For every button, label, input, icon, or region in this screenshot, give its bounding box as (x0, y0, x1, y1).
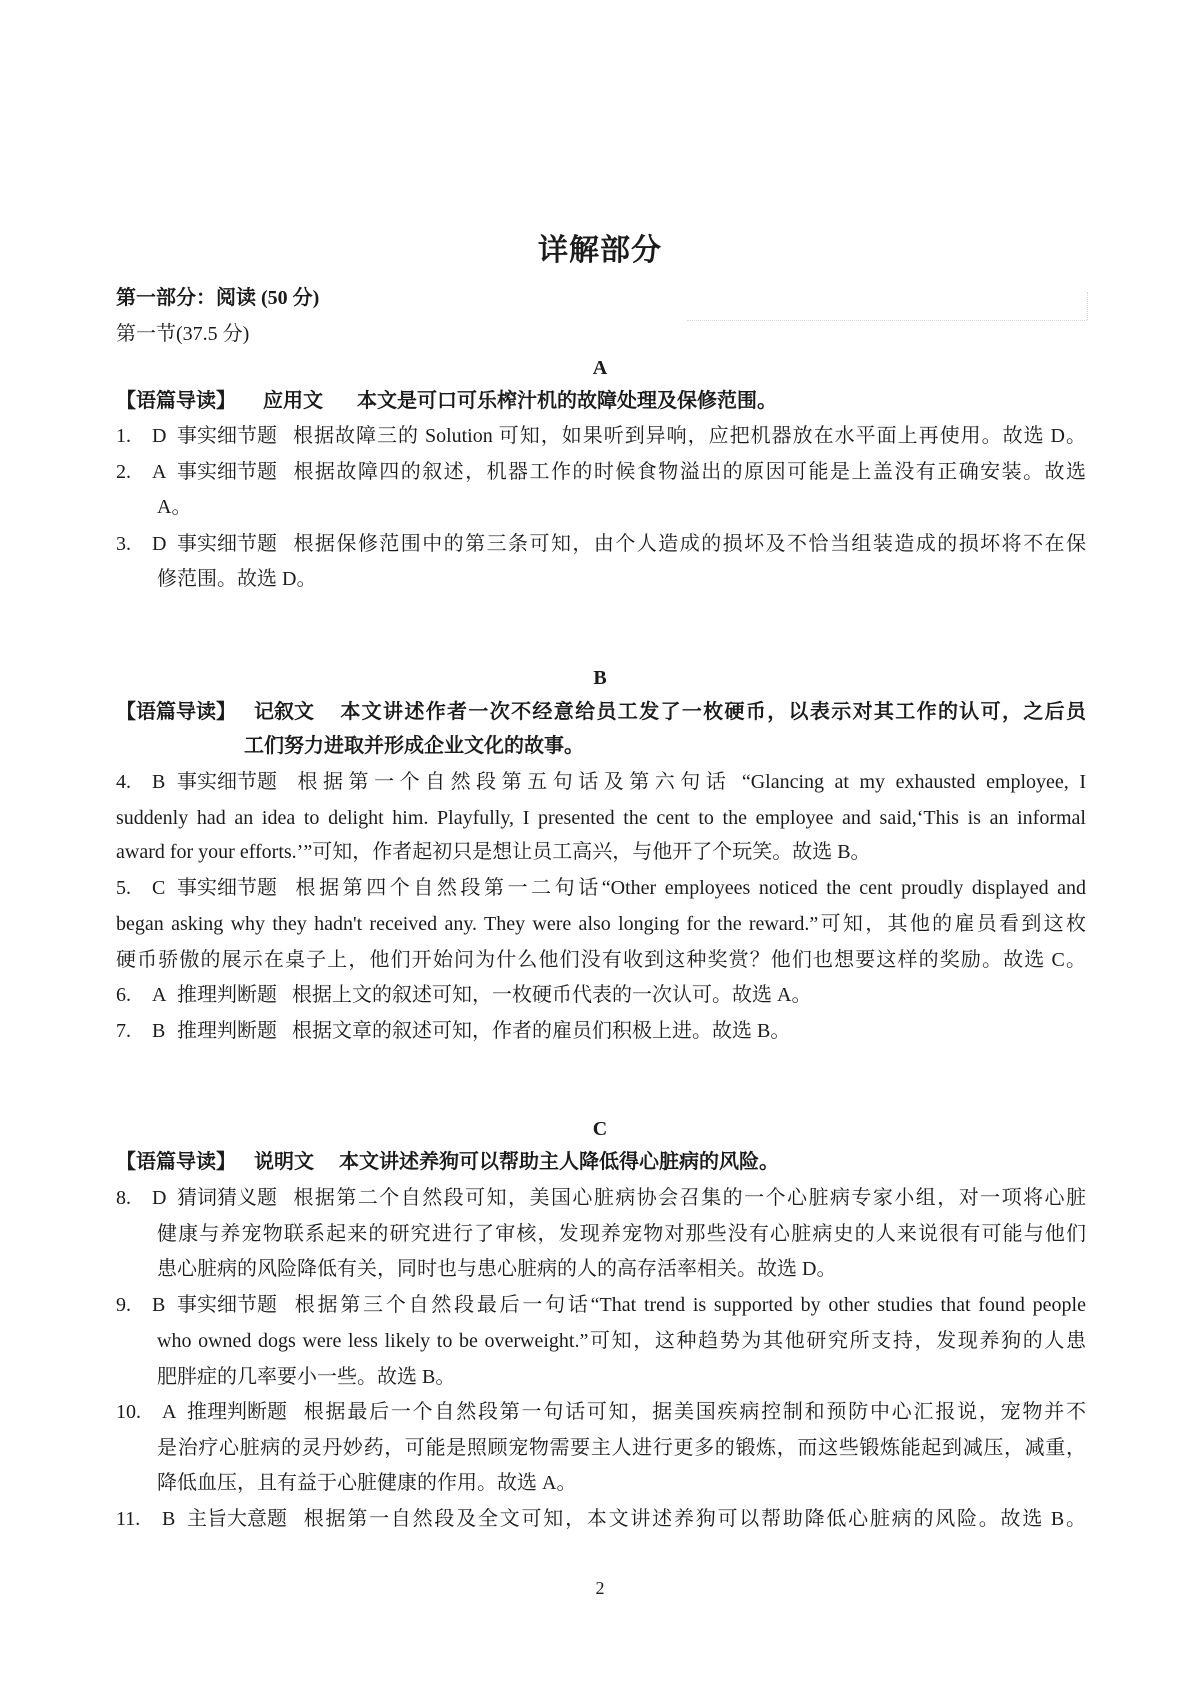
explanation-text: 根据上文的叙述可知，一枚硬币代表的一次认可。故选 A。 (292, 984, 812, 1006)
guide-genre: 说明文 (254, 1151, 314, 1173)
item-number: 5. (116, 877, 131, 899)
item-answer: B (152, 771, 166, 793)
passage-label: A (592, 357, 608, 379)
passage-guide (116, 694, 1086, 730)
explanation-text: 根据文章的叙述可知，作者的雇员们积极上进。故选 B。 (292, 1020, 791, 1042)
item-answer: B (162, 1508, 176, 1530)
item-5-line-2: began asking why they hadn't received any. They were also longing for the reward.”可知，其他的雇员看到这枚 (116, 913, 1086, 935)
item-2-line-1 (116, 454, 1086, 490)
explanation-text: 根据第二个自然段可知，美国心脏病协会召集的一个心脏病专家小组，对一项将心脏 (292, 1187, 1086, 1209)
item-4-line-2: suddenly had an idea to delight him. Playfully, I presented the cent to the employee and said,‘This is an informal (116, 807, 1086, 829)
passage-guide (116, 383, 1086, 419)
explanation-text: 根据故障四的叙述，机器工作的时候食物溢出的原因可能是上盖没有正确安装。故选 (292, 461, 1086, 483)
guide-text: 本文讲述养狗可以帮助主人降低得心脏病的风险。 (339, 1151, 779, 1173)
guide-text: 本文讲述作者一次不经意给员工发了一枚硬币，以表示对其工作的认可，之后员 (339, 701, 1086, 723)
page-number: 2 (595, 1578, 605, 1598)
explanation-text: 根据第四个自然段第一二句话“Other employees noticed the cent proudly displayed and (292, 877, 1086, 899)
passage-guide (116, 1144, 1086, 1180)
guide-genre: 应用文 (263, 390, 323, 412)
item-10-line-3: 降低血压，且有益于心脏健康的作用。故选 A。 (157, 1472, 577, 1494)
item-number: 11. (116, 1508, 141, 1530)
item-answer: A (162, 1401, 177, 1423)
item-number: 1. (116, 425, 131, 447)
question-type: 事实细节题 (177, 461, 277, 483)
item-number: 3. (116, 533, 131, 555)
dotted-rule-vertical (1087, 292, 1088, 320)
item-8-line-3: 患心脏病的风险降低有关，同时也与患心脏病的人的高存活率相关。故选 D。 (157, 1258, 837, 1280)
item-answer: B (152, 1020, 166, 1042)
item-number: 10. (116, 1401, 141, 1423)
explanation-text: 根据第一个自然段第五句话及第六句话 “Glancing at my exhausted employee, I (292, 771, 1086, 793)
guide-text: 本文是可口可乐榨汁机的故障处理及保修范围。 (357, 390, 777, 412)
item-6-line-1 (116, 977, 1086, 1013)
item-answer: B (152, 1294, 166, 1316)
item-11-line-1 (116, 1501, 1086, 1537)
item-9-line-2: who owned dogs were less likely to be overweight.”可知，这种趋势为其他研究所支持，发现养狗的人患 (157, 1330, 1086, 1352)
guide-label: 【语篇导读】 (116, 1151, 236, 1173)
item-number: 6. (116, 984, 131, 1006)
guide-label: 【语篇导读】 (116, 701, 236, 723)
explanation-text: 根据第一自然段及全文可知，本文讲述养狗可以帮助降低心脏病的风险。故选 B。 (302, 1508, 1086, 1530)
item-8-line-1 (116, 1180, 1086, 1216)
explanation-text: 根据第三个自然段最后一句话“That trend is supported by other studies that found people (292, 1294, 1086, 1316)
item-5-line-1 (116, 870, 1086, 906)
item-9-line-1 (116, 1287, 1086, 1323)
guide-text-line-2: 工们努力进取并形成企业文化的故事。 (244, 735, 584, 757)
explanation-text: 根据故障三的 Solution 可知，如果听到异响，应把机器放在水平面上再使用。故选 D。 (292, 425, 1086, 447)
question-type: 事实细节题 (177, 533, 277, 555)
item-answer: D (152, 425, 167, 447)
item-8-line-2: 健康与养宠物联系起来的研究进行了审核，发现养宠物对那些没有心脏病史的人来说很有可能与他们 (157, 1223, 1086, 1245)
item-answer: C (152, 877, 166, 899)
question-type: 推理判断题 (177, 1020, 277, 1042)
item-4-line-3: award for your efforts.’”可知，作者起初只是想让员工高兴，与他开了个玩笑。故选 B。 (116, 841, 871, 863)
guide-genre: 记叙文 (254, 701, 314, 723)
item-number: 9. (116, 1294, 131, 1316)
question-type: 事实细节题 (177, 771, 277, 793)
question-type: 主旨大意题 (187, 1508, 287, 1530)
item-3-line-2: 修范围。故选 D。 (157, 568, 317, 590)
guide-label: 【语篇导读】 (116, 390, 236, 412)
item-number: 8. (116, 1187, 131, 1209)
question-type: 事实细节题 (177, 425, 277, 447)
item-10-line-1 (116, 1394, 1086, 1430)
question-type: 事实细节题 (177, 1294, 277, 1316)
item-answer: D (152, 533, 167, 555)
dotted-rule (687, 320, 1087, 321)
question-type: 事实细节题 (177, 877, 277, 899)
passage-label: B (593, 667, 607, 689)
item-answer: A (152, 461, 167, 483)
item-10-line-2: 是治疗心脏病的灵丹妙药，可能是照顾宠物需要主人进行更多的锻炼，而这些锻炼能起到减压，减重， (157, 1437, 1086, 1459)
part-heading: 第一部分：阅读 (50 分) (116, 287, 320, 309)
passage-label: C (592, 1118, 608, 1140)
item-number: 4. (116, 771, 131, 793)
question-type: 推理判断题 (187, 1401, 287, 1423)
item-9-line-3: 肥胖症的几率要小一些。故选 B。 (157, 1366, 456, 1388)
explanation-text: 根据最后一个自然段第一句话可知，据美国疾病控制和预防中心汇报说，宠物并不 (302, 1401, 1086, 1423)
item-1-line-1 (116, 418, 1086, 454)
item-5-line-3: 硬币骄傲的展示在桌子上，他们开始问为什么他们没有收到这种奖赏？他们也想要这样的奖励。故选 C。 (116, 949, 1086, 971)
question-type: 猜词猜义题 (177, 1187, 277, 1209)
page-title: 详解部分 (538, 234, 662, 267)
item-number: 7. (116, 1020, 131, 1042)
item-answer: D (152, 1187, 167, 1209)
question-type: 推理判断题 (177, 984, 277, 1006)
explanation-text: 根据保修范围中的第三条可知，由个人造成的损坏及不恰当组装造成的损坏将不在保 (292, 533, 1086, 555)
item-3-line-1 (116, 526, 1086, 562)
item-number: 2. (116, 461, 131, 483)
section-heading: 第一节(37.5 分) (116, 323, 250, 345)
item-2-line-2: A。 (157, 496, 192, 518)
item-7-line-1 (116, 1013, 1086, 1049)
item-4-line-1 (116, 764, 1086, 800)
item-answer: A (152, 984, 167, 1006)
